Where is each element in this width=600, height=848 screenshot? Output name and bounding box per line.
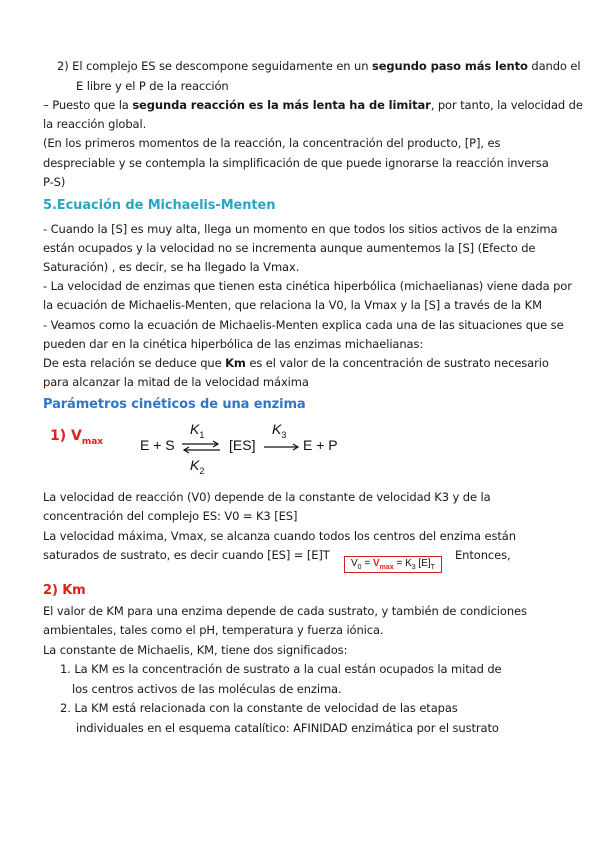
paragraph-line: ambientales, tales como el pH, temperatura y fuerza iónica. [43,623,384,637]
equation-right: E + P [303,437,338,453]
paragraph-line: saturados de sustrato, es decir cuando [ES] = [E]T [43,548,330,562]
rate-constant-k3: $K_3$ [272,421,287,440]
bold-phrase: Km [225,356,246,370]
rate-constant-k2: $K_2$ [190,457,205,476]
vmax-label: 1) $V_{max}$ [50,428,104,447]
bold-phrase: segunda reacción es la más lenta ha de limitar [132,98,431,112]
km-heading: 2) Km [43,583,86,598]
paragraph-line: De esta relación se deduce que Km es el valor de la concentración de sustrato necesario [43,356,549,370]
paragraph-line: Saturación) , es decir, se ha llegado la Vmax. [43,260,300,274]
paragraph-line: – Puesto que la segunda reacción es la más lenta ha de limitar, por tanto, la velocidad de [43,98,583,112]
equation-complex: [ES] [229,437,256,453]
paragraph-line: El valor de KM para una enzima depende de cada sustrato, y también de condiciones [43,604,527,618]
paragraph-line: - Veamos como la ecuación de Michaelis-Menten explica cada una de las situaciones que se [43,318,564,332]
paragraph-line: E libre y el P de la reacción [76,79,229,93]
paragraph-line: La velocidad máxima, Vmax, se alcanza cuando todos los centros del enzima están [43,529,516,543]
paragraph-line: La constante de Michaelis, KM, tiene dos significados: [43,643,348,657]
equation-left: E + S [140,437,175,453]
paragraph-line: (En los primeros momentos de la reacción, la concentración del producto, [P], es [43,136,501,150]
list-item-continuation: los centros activos de las moléculas de enzima. [72,682,342,696]
paragraph-line: - La velocidad de enzimas que tienen esta cinética hiperbólica (michaelianas) viene dada por [43,279,572,293]
list-item-continuation: individuales en el esquema catalítico: AFINIDAD enzimática por el sustrato [76,721,499,735]
paragraph-line: P-S) [43,175,66,189]
paragraph-line: la reacción global. [43,117,147,131]
equilibrium-arrows [180,437,222,457]
section-heading: 5.Ecuación de Michaelis-Menten [43,198,276,213]
paragraph-line: para alcanzar la mitad de la velocidad máxima [43,375,309,389]
paragraph-line: pueden dar en la cinética hiperbólica de las enzimas michaelianas: [43,337,424,351]
paragraph-line: - Cuando la [S] es muy alta, llega un momento en que todos los sitios activos de la enzima [43,222,558,236]
bold-phrase: segundo paso más lento [371,59,528,73]
vmax-formula-box: $V_0 = V_{max} = K_3$ $[E]_T$ [344,556,442,573]
paragraph-line: concentración del complejo ES: V0 = K3 [ES] [43,509,298,523]
list-item: 1. La KM es la concentración de sustrato a la cual están ocupados la mitad de [60,662,502,676]
paragraph-line: están ocupados y la velocidad no se incrementa aunque aumentemos la [S] (Efecto de [43,241,536,255]
paragraph-line: 2) El complejo ES se descompone seguidamente en un segundo paso más lento dando el [57,59,581,73]
paragraph-line: la ecuación de Michaelis-Menten, que relaciona la V0, la Vmax y la [S] a través de la KM [43,298,542,312]
subsection-heading: Parámetros cinéticos de una enzima [43,397,306,412]
paragraph-line: despreciable y se contempla la simplificación de que puede ignorarse la reacción inversa [43,156,549,170]
paragraph-line: La velocidad de reacción (V0) depende de la constante de velocidad K3 y de la [43,490,491,504]
list-item: 2. La KM está relacionada con la constante de velocidad de las etapas [60,701,458,715]
rate-constant-k1: $K_1$ [190,421,205,440]
forward-arrow [262,437,302,457]
paragraph-line: Entonces, [455,548,511,562]
